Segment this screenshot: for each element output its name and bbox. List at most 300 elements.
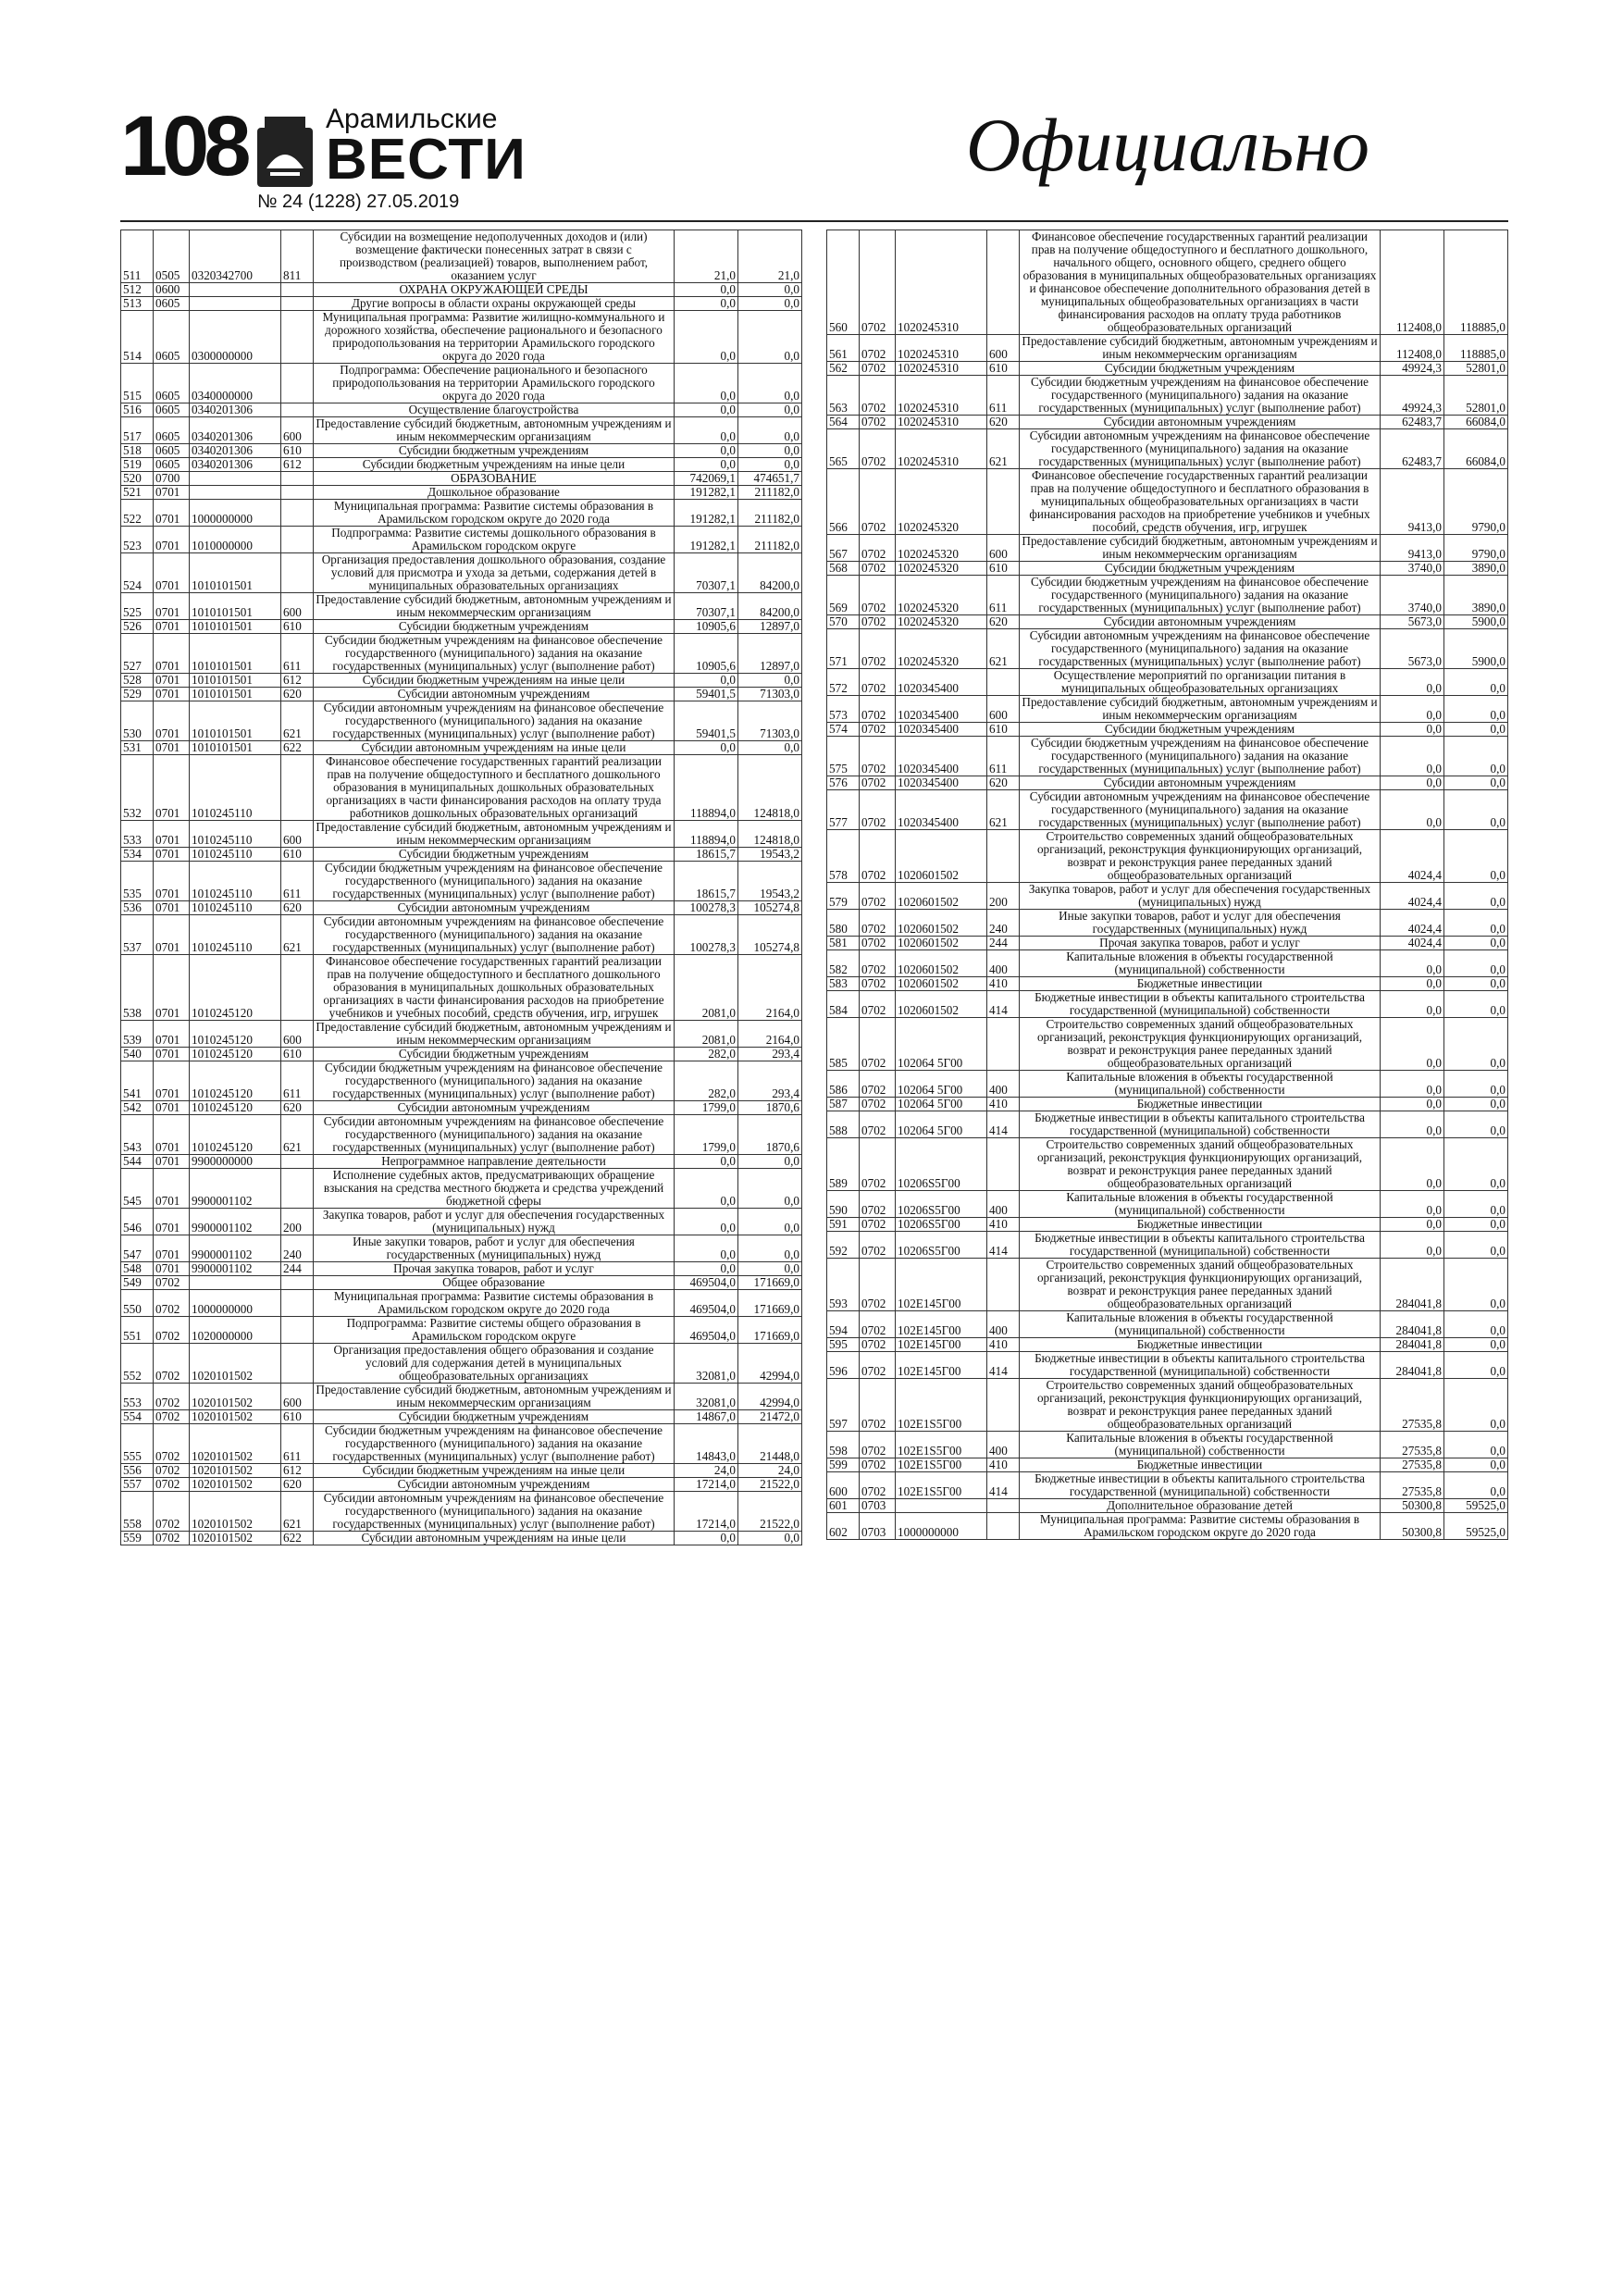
table-row	[121, 500, 802, 527]
target-code: 1020345400	[896, 790, 987, 830]
amount-2021: 66084,0	[1444, 429, 1508, 469]
expense-type-code: 200	[281, 1209, 314, 1235]
page-number: 108	[120, 99, 246, 193]
amount-2021: 0,0	[738, 1209, 802, 1235]
row-number: 574	[827, 723, 860, 737]
row-number: 517	[121, 417, 154, 444]
row-name: Субсидии бюджетным учреждениям на финансовое обеспечение государственного (муниципального) задания на оказание государственных (муниципальных) услуг (выполнение работ)	[1020, 576, 1381, 615]
amount-2020: 0,0	[1381, 1232, 1444, 1259]
left-column	[120, 230, 802, 1545]
section-code: 0701	[154, 821, 190, 848]
row-number: 528	[121, 674, 154, 688]
amount-2020: 1799,0	[675, 1101, 738, 1115]
expense-type-code: 610	[281, 1048, 314, 1061]
amount-2020: 469504,0	[675, 1290, 738, 1317]
target-code: 102E1S5Г00	[896, 1432, 987, 1458]
target-code: 10206S5Г00	[896, 1218, 987, 1232]
expense-type-code	[987, 1259, 1020, 1311]
row-name: Предоставление субсидий бюджетным, автономным учреждениям и иным некоммерческим организациям	[314, 417, 675, 444]
section-code: 0702	[154, 1410, 190, 1424]
amount-2021: 21522,0	[738, 1478, 802, 1492]
section-code: 0701	[154, 901, 190, 915]
expense-type-code: 410	[987, 1458, 1020, 1472]
row-name: Иные закупки товаров, работ и услуг для обеспечения государственных (муниципальных) нужд	[1020, 910, 1381, 937]
amount-2021: 171669,0	[738, 1276, 802, 1290]
row-name: Строительство современных зданий общеобразовательных организаций, реконструкция функционирующих организаций, возврат и реконструкция ранее переданных зданий общеобразовательных организаций	[1020, 1018, 1381, 1071]
row-number: 534	[121, 848, 154, 862]
table-row	[121, 688, 802, 701]
section-code: 0702	[860, 629, 896, 669]
row-name: Бюджетные инвестиции в объекты капитального строительства государственной (муниципальной) собственности	[1020, 1111, 1381, 1138]
row-name: ОХРАНА ОКРУЖАЮЩЕЙ СРЕДЫ	[314, 283, 675, 297]
amount-2021: 211182,0	[738, 527, 802, 553]
table-row	[827, 1218, 1508, 1232]
row-number: 513	[121, 297, 154, 311]
expense-type-code: 600	[281, 1021, 314, 1048]
row-number: 570	[827, 615, 860, 629]
row-name: Субсидии автономным учреждениям	[314, 1101, 675, 1115]
row-name: Субсидии автономным учреждениям на финансовое обеспечение государственного (муниципального) задания на оказание государственных (муниципальных) услуг (выполнение работ)	[314, 915, 675, 955]
section-code: 0701	[154, 755, 190, 821]
amount-2020: 27535,8	[1381, 1379, 1444, 1432]
row-name: Муниципальная программа: Развитие жилищно-коммунального и дорожного хозяйства, обеспечение рационального и безопасного природопользования на территории Арамильского городского округа до 2020 года	[314, 311, 675, 364]
table-row	[121, 1169, 802, 1209]
section-code: 0702	[860, 335, 896, 362]
expense-type-code	[281, 755, 314, 821]
amount-2020: 14867,0	[675, 1410, 738, 1424]
section-code: 0702	[860, 1191, 896, 1218]
amount-2020: 4024,4	[1381, 883, 1444, 910]
expense-type-code: 414	[987, 1111, 1020, 1138]
section-code: 0702	[860, 1259, 896, 1311]
table-row	[121, 486, 802, 500]
amount-2021: 0,0	[1444, 1138, 1508, 1191]
section-code: 0701	[154, 1061, 190, 1101]
target-code: 1010101501	[190, 634, 281, 674]
table-row	[827, 429, 1508, 469]
table-row	[827, 937, 1508, 950]
amount-2020: 0,0	[675, 1209, 738, 1235]
target-code	[190, 472, 281, 486]
target-code: 1020601502	[896, 991, 987, 1018]
expense-type-code: 622	[281, 1532, 314, 1545]
target-code: 1020101502	[190, 1464, 281, 1478]
table-row	[827, 1071, 1508, 1098]
amount-2020: 62483,7	[1381, 416, 1444, 429]
row-number: 536	[121, 901, 154, 915]
row-number: 591	[827, 1218, 860, 1232]
amount-2021: 12897,0	[738, 620, 802, 634]
row-number: 519	[121, 458, 154, 472]
row-name: Субсидии автономным учреждениям	[1020, 416, 1381, 429]
amount-2021: 124818,0	[738, 755, 802, 821]
amount-2020: 0,0	[1381, 776, 1444, 790]
row-name: Другие вопросы в области охраны окружающей среды	[314, 297, 675, 311]
target-code: 1010101501	[190, 553, 281, 593]
section-code: 0702	[860, 1111, 896, 1138]
expense-type-code	[281, 1155, 314, 1169]
target-code: 1010245110	[190, 848, 281, 862]
target-code: 1020601502	[896, 830, 987, 883]
target-code: 102E145Г00	[896, 1311, 987, 1338]
section-code: 0701	[154, 1169, 190, 1209]
target-code: 0340201306	[190, 403, 281, 417]
row-name: Строительство современных зданий общеобразовательных организаций, реконструкция функционирующих организаций, возврат и реконструкция ранее переданных зданий общеобразовательных организаций	[1020, 1379, 1381, 1432]
expense-type-code: 600	[281, 821, 314, 848]
row-number: 566	[827, 469, 860, 535]
row-name: Субсидии автономным учреждениям	[314, 901, 675, 915]
row-number: 562	[827, 362, 860, 376]
section-code: 0702	[860, 1458, 896, 1472]
table-row	[827, 362, 1508, 376]
section-code: 0702	[860, 910, 896, 937]
row-number: 546	[121, 1209, 154, 1235]
amount-2020: 18615,7	[675, 848, 738, 862]
section-code: 0702	[860, 535, 896, 562]
amount-2021: 474651,7	[738, 472, 802, 486]
section-code: 0701	[154, 1155, 190, 1169]
row-number: 584	[827, 991, 860, 1018]
row-number: 549	[121, 1276, 154, 1290]
row-number: 515	[121, 364, 154, 403]
expense-type-code: 612	[281, 458, 314, 472]
table-row	[121, 955, 802, 1021]
amount-2021: 24,0	[738, 1464, 802, 1478]
amount-2020: 0,0	[675, 311, 738, 364]
section-code: 0702	[860, 1311, 896, 1338]
target-code: 1020101502	[190, 1344, 281, 1384]
amount-2021: 0,0	[1444, 790, 1508, 830]
amount-2021: 21472,0	[738, 1410, 802, 1424]
section-code: 0702	[860, 469, 896, 535]
row-name: Субсидии бюджетным учреждениям	[314, 444, 675, 458]
expense-type-code	[281, 553, 314, 593]
row-name: Субсидии автономным учреждениям на финансовое обеспечение государственного (муниципального) задания на оказание государственных (муниципальных) услуг (выполнение работ)	[1020, 629, 1381, 669]
expense-type-code: 611	[987, 376, 1020, 416]
expense-type-code: 400	[987, 1191, 1020, 1218]
row-number: 581	[827, 937, 860, 950]
row-name: Финансовое обеспечение государственных гарантий реализации прав на получение общедоступного и бесплатного дошкольного, начального общего, основного общего, среднего общего образования в муниципальных общеобразовательных организациях и финансовое обеспечение дополнительного образования детей в муниципальных общеобразовательных организациях в части финансирования расходов на оплату труда работников общеобразовательных организаций	[1020, 230, 1381, 335]
row-number: 514	[121, 311, 154, 364]
expense-type-code	[987, 1379, 1020, 1432]
amount-2020: 32081,0	[675, 1344, 738, 1384]
row-name: Субсидии бюджетным учреждениям	[314, 1048, 675, 1061]
amount-2020: 18615,7	[675, 862, 738, 901]
section-code: 0605	[154, 364, 190, 403]
row-name: Бюджетные инвестиции	[1020, 977, 1381, 991]
amount-2021: 71303,0	[738, 688, 802, 701]
row-number: 560	[827, 230, 860, 335]
row-name: Подпрограмма: Развитие системы дошкольного образования в Арамильском городском округе	[314, 527, 675, 553]
target-code: 9900001102	[190, 1262, 281, 1276]
row-number: 579	[827, 883, 860, 910]
table-row	[121, 1424, 802, 1464]
table-row	[121, 1262, 802, 1276]
amount-2020: 49924,3	[1381, 362, 1444, 376]
amount-2020: 27535,8	[1381, 1432, 1444, 1458]
table-row	[827, 1259, 1508, 1311]
amount-2020: 4024,4	[1381, 910, 1444, 937]
amount-2020: 0,0	[1381, 737, 1444, 776]
expense-type-code: 410	[987, 1338, 1020, 1352]
row-number: 576	[827, 776, 860, 790]
expense-type-code: 811	[281, 230, 314, 283]
table-row	[827, 562, 1508, 576]
amount-2020: 0,0	[1381, 977, 1444, 991]
amount-2021: 0,0	[738, 1155, 802, 1169]
section-code: 0702	[154, 1478, 190, 1492]
section-code: 0701	[154, 620, 190, 634]
row-number: 532	[121, 755, 154, 821]
target-code: 1020245310	[896, 416, 987, 429]
row-number: 538	[121, 955, 154, 1021]
section-code: 0702	[154, 1424, 190, 1464]
section-code: 0702	[860, 1138, 896, 1191]
amount-2021: 0,0	[1444, 737, 1508, 776]
amount-2020: 1799,0	[675, 1115, 738, 1155]
amount-2021: 0,0	[1444, 776, 1508, 790]
amount-2020: 59401,5	[675, 701, 738, 741]
amount-2020: 191282,1	[675, 500, 738, 527]
row-number: 552	[121, 1344, 154, 1384]
row-name: Бюджетные инвестиции в объекты капитального строительства государственной (муниципальной) собственности	[1020, 1232, 1381, 1259]
expense-type-code: 600	[281, 417, 314, 444]
row-name: Бюджетные инвестиции	[1020, 1218, 1381, 1232]
row-number: 578	[827, 830, 860, 883]
section-code: 0702	[154, 1384, 190, 1410]
paper-name-bottom: ВЕСТИ	[326, 128, 527, 192]
amount-2021: 124818,0	[738, 821, 802, 848]
expense-type-code: 610	[987, 723, 1020, 737]
row-name: Дошкольное образование	[314, 486, 675, 500]
expense-type-code: 610	[987, 562, 1020, 576]
section-code: 0701	[154, 486, 190, 500]
table-row	[827, 1379, 1508, 1432]
section-code: 0702	[860, 376, 896, 416]
target-code: 1020245310	[896, 362, 987, 376]
amount-2021: 0,0	[738, 283, 802, 297]
row-number: 601	[827, 1499, 860, 1513]
row-name: Субсидии бюджетным учреждениям	[1020, 362, 1381, 376]
expense-type-code: 244	[281, 1262, 314, 1276]
target-code: 1010000000	[190, 527, 281, 553]
table-row	[121, 1410, 802, 1424]
target-code: 1010101501	[190, 674, 281, 688]
amount-2020: 2081,0	[675, 955, 738, 1021]
row-name: Субсидии автономным учреждениям на финансовое обеспечение государственного (муниципального) задания на оказание государственных (муниципальных) услуг (выполнение работ)	[1020, 790, 1381, 830]
row-number: 597	[827, 1379, 860, 1432]
expense-type-code: 611	[281, 862, 314, 901]
target-code: 102064 5Г00	[896, 1111, 987, 1138]
row-name: Подпрограмма: Развитие системы общего образования в Арамильском городском округе	[314, 1317, 675, 1344]
amount-2021: 171669,0	[738, 1317, 802, 1344]
row-number: 548	[121, 1262, 154, 1276]
target-code: 1020245320	[896, 576, 987, 615]
amount-2020: 284041,8	[1381, 1311, 1444, 1338]
section-code: 0605	[154, 458, 190, 472]
row-name: Муниципальная программа: Развитие системы образования в Арамильском городском округе до 2020 года	[1020, 1513, 1381, 1540]
table-row	[121, 1061, 802, 1101]
row-name: Субсидии автономным учреждениям	[1020, 776, 1381, 790]
row-number: 531	[121, 741, 154, 755]
table-row	[827, 950, 1508, 977]
amount-2020: 50300,8	[1381, 1499, 1444, 1513]
row-name: Субсидии автономным учреждениям на финансовое обеспечение государственного (муниципального) задания на оказание государственных (муниципальных) услуг (выполнение работ)	[314, 1115, 675, 1155]
expense-type-code	[281, 311, 314, 364]
amount-2021: 0,0	[738, 311, 802, 364]
amount-2020: 27535,8	[1381, 1458, 1444, 1472]
target-code: 1010101501	[190, 688, 281, 701]
table-row	[121, 527, 802, 553]
row-number: 587	[827, 1098, 860, 1111]
amount-2020: 112408,0	[1381, 335, 1444, 362]
amount-2021: 42994,0	[738, 1344, 802, 1384]
table-row	[121, 1384, 802, 1410]
row-number: 569	[827, 576, 860, 615]
amount-2020: 4024,4	[1381, 830, 1444, 883]
expense-type-code	[281, 1290, 314, 1317]
section-code: 0702	[860, 883, 896, 910]
table-row	[121, 297, 802, 311]
row-number: 525	[121, 593, 154, 620]
target-code: 10206S5Г00	[896, 1232, 987, 1259]
expense-type-code: 622	[281, 741, 314, 755]
amount-2020: 9413,0	[1381, 535, 1444, 562]
expense-type-code: 611	[281, 1424, 314, 1464]
row-name: Общее образование	[314, 1276, 675, 1290]
amount-2020: 70307,1	[675, 553, 738, 593]
row-number: 598	[827, 1432, 860, 1458]
row-name: Предоставление субсидий бюджетным, автономным учреждениям и иным некоммерческим организациям	[1020, 696, 1381, 723]
amount-2020: 50300,8	[1381, 1513, 1444, 1540]
table-row	[121, 444, 802, 458]
expense-type-code: 240	[281, 1235, 314, 1262]
amount-2021: 66084,0	[1444, 416, 1508, 429]
row-number: 599	[827, 1458, 860, 1472]
expense-type-code	[281, 283, 314, 297]
amount-2020: 0,0	[1381, 1191, 1444, 1218]
section-code: 0701	[154, 634, 190, 674]
row-name: Закупка товаров, работ и услуг для обеспечения государственных (муниципальных) нужд	[1020, 883, 1381, 910]
section-code: 0701	[154, 1235, 190, 1262]
target-code: 1010101501	[190, 701, 281, 741]
table-row	[827, 1111, 1508, 1138]
table-row	[121, 620, 802, 634]
amount-2020: 100278,3	[675, 901, 738, 915]
target-code: 9900000000	[190, 1155, 281, 1169]
row-number: 583	[827, 977, 860, 991]
target-code: 1020345400	[896, 737, 987, 776]
row-number: 573	[827, 696, 860, 723]
amount-2021: 42994,0	[738, 1384, 802, 1410]
table-row	[121, 1101, 802, 1115]
expense-type-code: 400	[987, 1432, 1020, 1458]
section-code: 0702	[154, 1464, 190, 1478]
section-code: 0702	[860, 977, 896, 991]
target-code: 1010245110	[190, 901, 281, 915]
masthead	[120, 99, 1508, 220]
amount-2020: 62483,7	[1381, 429, 1444, 469]
row-name: ОБРАЗОВАНИЕ	[314, 472, 675, 486]
amount-2020: 191282,1	[675, 527, 738, 553]
expense-type-code	[987, 1138, 1020, 1191]
row-number: 559	[121, 1532, 154, 1545]
row-number: 516	[121, 403, 154, 417]
table-row	[827, 883, 1508, 910]
table-row	[121, 472, 802, 486]
expense-type-code: 620	[987, 615, 1020, 629]
row-number: 558	[121, 1492, 154, 1532]
expense-type-code	[281, 1169, 314, 1209]
section-code: 0702	[154, 1492, 190, 1532]
amount-2020: 49924,3	[1381, 376, 1444, 416]
row-number: 557	[121, 1478, 154, 1492]
section-code: 0702	[860, 615, 896, 629]
amount-2021: 211182,0	[738, 486, 802, 500]
table-row	[827, 1232, 1508, 1259]
target-code: 102064 5Г00	[896, 1098, 987, 1111]
section-code: 0703	[860, 1513, 896, 1540]
expense-type-code: 610	[281, 1410, 314, 1424]
section-code: 0701	[154, 1101, 190, 1115]
target-code: 1020000000	[190, 1317, 281, 1344]
amount-2020: 24,0	[675, 1464, 738, 1478]
target-code: 1020245320	[896, 469, 987, 535]
target-code: 1020345400	[896, 776, 987, 790]
table-row	[827, 723, 1508, 737]
table-row	[827, 790, 1508, 830]
row-number: 590	[827, 1191, 860, 1218]
section-code: 0701	[154, 527, 190, 553]
amount-2020: 284041,8	[1381, 1352, 1444, 1379]
amount-2020: 469504,0	[675, 1317, 738, 1344]
row-number: 523	[121, 527, 154, 553]
target-code: 1020601502	[896, 977, 987, 991]
amount-2020: 0,0	[1381, 790, 1444, 830]
table-row	[827, 1018, 1508, 1071]
table-row	[827, 416, 1508, 429]
row-name: Муниципальная программа: Развитие системы образования в Арамильском городском округе до 2020 года	[314, 1290, 675, 1317]
target-code: 10206S5Г00	[896, 1138, 987, 1191]
expense-type-code	[987, 1513, 1020, 1540]
amount-2020: 191282,1	[675, 486, 738, 500]
paper-name-top: Арамильские	[326, 104, 498, 134]
expense-type-code: 621	[281, 701, 314, 741]
row-name: Субсидии автономным учреждениям	[1020, 615, 1381, 629]
row-number: 554	[121, 1410, 154, 1424]
table-row	[121, 1290, 802, 1317]
amount-2020: 0,0	[675, 674, 738, 688]
table-row	[121, 1155, 802, 1169]
target-code: 1020245320	[896, 629, 987, 669]
row-number: 547	[121, 1235, 154, 1262]
row-number: 524	[121, 553, 154, 593]
row-number: 522	[121, 500, 154, 527]
row-name: Осуществление мероприятий по организации питания в муниципальных общеобразовательных организациях	[1020, 669, 1381, 696]
row-name: Строительство современных зданий общеобразовательных организаций, реконструкция функционирующих организаций, возврат и реконструкция ранее переданных зданий общеобразовательных организаций	[1020, 1259, 1381, 1311]
amount-2021: 293,4	[738, 1048, 802, 1061]
amount-2020: 0,0	[1381, 723, 1444, 737]
section-code: 0605	[154, 297, 190, 311]
row-name: Капитальные вложения в объекты государственной (муниципальной) собственности	[1020, 1311, 1381, 1338]
table-row	[827, 376, 1508, 416]
amount-2020: 0,0	[675, 283, 738, 297]
amount-2021: 0,0	[738, 458, 802, 472]
amount-2020: 0,0	[1381, 696, 1444, 723]
row-name: Субсидии автономным учреждениям на иные цели	[314, 1532, 675, 1545]
expense-type-code: 620	[281, 688, 314, 701]
target-code: 1020345400	[896, 723, 987, 737]
